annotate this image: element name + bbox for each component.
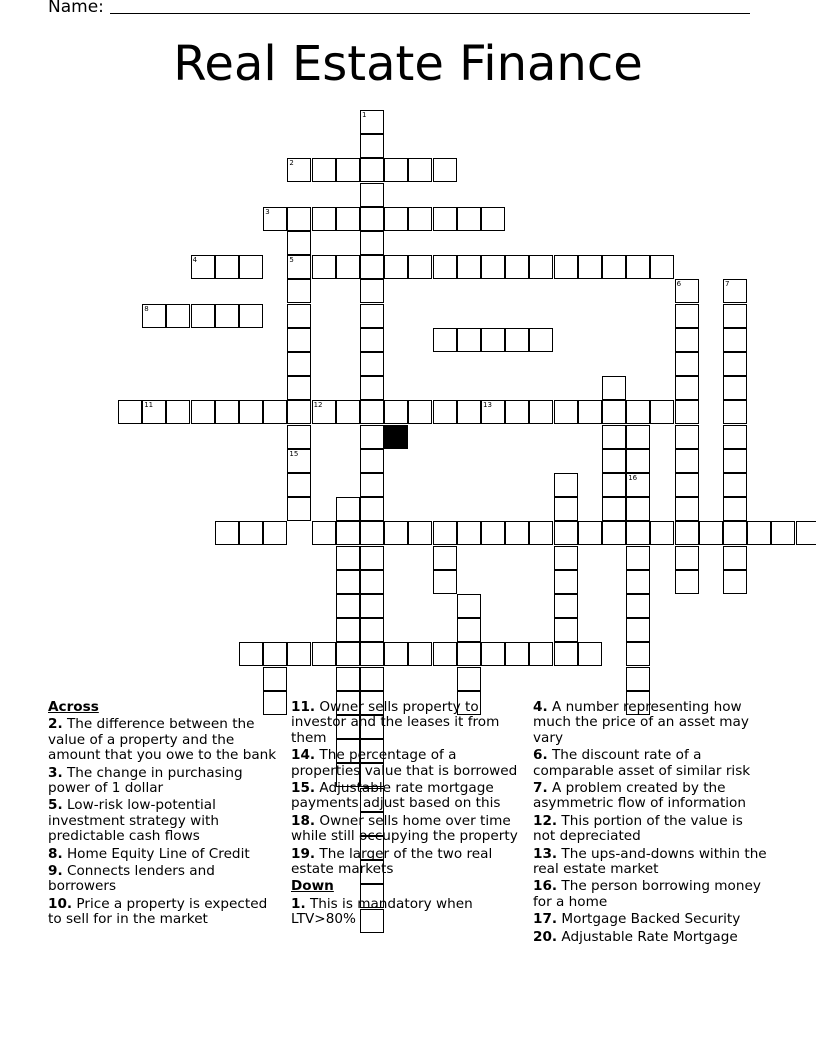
grid-cell[interactable] (602, 497, 626, 521)
grid-cell[interactable] (336, 618, 360, 642)
clue-text: Low-risk low-potential investment strategy with predictable cash flows (48, 797, 219, 845)
grid-cell[interactable] (118, 400, 142, 424)
grid-cell[interactable] (554, 255, 578, 279)
grid-cell[interactable] (602, 473, 626, 497)
grid-cell[interactable] (360, 279, 384, 303)
clue-text: The larger of the two real estate markets (291, 845, 493, 878)
grid-cell[interactable] (626, 667, 650, 691)
clue-number-label: 7. (533, 780, 548, 797)
grid-cell[interactable] (554, 521, 578, 545)
clue-item (533, 930, 768, 945)
grid-cell[interactable] (287, 328, 311, 352)
clue-item (533, 912, 768, 927)
grid-cell[interactable] (287, 400, 311, 424)
grid-cell[interactable] (723, 279, 747, 303)
grid-cell[interactable] (287, 207, 311, 231)
grid-cell[interactable] (723, 570, 747, 594)
grid-cell[interactable] (723, 449, 747, 473)
grid-cell[interactable] (481, 255, 505, 279)
grid-cell[interactable] (602, 521, 626, 545)
grid-cell[interactable] (360, 207, 384, 231)
grid-cell[interactable] (505, 328, 529, 352)
grid-cell[interactable] (554, 400, 578, 424)
grid-cell[interactable] (360, 425, 384, 449)
clue-number-label: 3. (48, 764, 63, 781)
grid-cell[interactable] (723, 400, 747, 424)
clue-text: The person borrowing money for a home (533, 878, 761, 910)
grid-cell[interactable] (602, 449, 626, 473)
grid-cell[interactable] (360, 304, 384, 328)
grid-cell[interactable] (723, 521, 747, 545)
clue-item (533, 748, 768, 779)
grid-cell[interactable] (336, 667, 360, 691)
clue-item (291, 700, 526, 746)
grid-cell[interactable] (239, 521, 263, 545)
grid-cell[interactable] (626, 255, 650, 279)
grid-cell[interactable] (360, 400, 384, 424)
grid-cell[interactable] (336, 546, 360, 570)
grid-cell[interactable] (287, 497, 311, 521)
grid-cell[interactable] (433, 207, 457, 231)
clue-number: 11 (144, 401, 154, 410)
grid-cell[interactable] (675, 449, 699, 473)
grid-cell[interactable] (360, 231, 384, 255)
clue-number: 13 (483, 401, 492, 410)
grid-cell[interactable] (675, 521, 699, 545)
clue-text: Owner sells home over time while still occupying the property (291, 812, 518, 845)
grid-cell[interactable] (723, 473, 747, 497)
grid-cell[interactable] (336, 255, 360, 279)
grid-cell[interactable] (481, 521, 505, 545)
clue-number: 2 (289, 159, 294, 168)
grid-cell[interactable] (505, 521, 529, 545)
grid-cell[interactable] (578, 642, 602, 666)
clue-text: This portion of the value is not depreciated (533, 812, 743, 845)
clue-item (533, 814, 768, 845)
clue-number-label: 17. (533, 911, 558, 928)
grid-cell[interactable] (578, 255, 602, 279)
grid-cell[interactable] (505, 400, 529, 424)
grid-cell[interactable] (481, 400, 505, 424)
clue-text: Adjustable rate mortgage payments adjust based on this (291, 780, 501, 812)
grid-cell[interactable] (312, 158, 336, 182)
grid-cell[interactable] (457, 207, 481, 231)
grid-cell[interactable] (239, 304, 263, 328)
grid-cell[interactable] (675, 497, 699, 521)
grid-cell[interactable] (457, 521, 481, 545)
grid-cell[interactable] (336, 158, 360, 182)
grid-cell[interactable] (529, 642, 553, 666)
grid-cell[interactable] (433, 546, 457, 570)
grid-cell[interactable] (626, 546, 650, 570)
grid-cell[interactable] (747, 521, 771, 545)
clue-item (48, 864, 283, 895)
grid-cell[interactable] (360, 594, 384, 618)
clue-text: Home Equity Line of Credit (62, 845, 250, 862)
grid-cell[interactable] (723, 425, 747, 449)
grid-cell[interactable] (675, 400, 699, 424)
grid-cell[interactable] (675, 352, 699, 376)
clue-number-label: 19. (291, 845, 316, 862)
clue-number: 15 (289, 449, 299, 458)
grid-cell[interactable] (408, 400, 432, 424)
grid-cell[interactable] (263, 667, 287, 691)
grid-cell[interactable] (360, 376, 384, 400)
grid-cell[interactable] (336, 400, 360, 424)
grid-cell[interactable] (626, 473, 650, 497)
grid-cell[interactable] (360, 352, 384, 376)
clue-text: Price a property is expected to sell for in the market (48, 895, 268, 928)
grid-cell[interactable] (529, 400, 553, 424)
clue-number-label: 8. (48, 845, 63, 862)
grid-cell[interactable] (263, 642, 287, 666)
grid-cell[interactable] (239, 400, 263, 424)
grid-cell[interactable] (360, 255, 384, 279)
clue-number-label: 6. (533, 747, 548, 764)
clue-column-2 (291, 700, 526, 930)
grid-cell[interactable] (384, 158, 408, 182)
grid-cell[interactable] (360, 570, 384, 594)
clue-number: 5 (289, 256, 294, 265)
clue-item (291, 847, 526, 878)
grid-cell[interactable] (554, 618, 578, 642)
clue-number: 1 (362, 111, 367, 119)
grid-cell[interactable] (723, 304, 747, 328)
grid-cell[interactable] (384, 642, 408, 666)
grid-cell[interactable] (360, 158, 384, 182)
grid-cell[interactable] (312, 400, 336, 424)
grid-cell[interactable] (457, 255, 481, 279)
clue-item (291, 748, 526, 779)
clue-item (48, 847, 283, 862)
grid-cell[interactable] (554, 570, 578, 594)
grid-cell[interactable] (408, 521, 432, 545)
clue-number: 12 (313, 401, 323, 410)
grid-cell[interactable] (433, 642, 457, 666)
clue-number: 6 (676, 280, 682, 289)
grid-cell[interactable] (360, 497, 384, 521)
grid-cell[interactable] (675, 570, 699, 594)
grid-cell[interactable] (796, 521, 816, 545)
grid-cell[interactable] (433, 400, 457, 424)
clue-text: Adjustable Rate Mortgage (557, 928, 738, 945)
clue-number-label: 13. (533, 845, 558, 862)
grid-cell[interactable] (626, 642, 650, 666)
grid-cell[interactable] (360, 183, 384, 207)
grid-cell[interactable] (554, 642, 578, 666)
grid-cell[interactable] (602, 400, 626, 424)
clue-item (291, 814, 526, 845)
grid-cell[interactable] (408, 642, 432, 666)
clue-number: 8 (144, 304, 149, 313)
grid-cell[interactable] (675, 376, 699, 400)
grid-cell[interactable] (602, 376, 626, 400)
clue-number-label: 2. (48, 716, 63, 733)
grid-cell[interactable] (626, 449, 650, 473)
grid-cell[interactable] (384, 521, 408, 545)
grid-cell[interactable] (626, 570, 650, 594)
grid-cell[interactable] (650, 521, 674, 545)
across-heading: Across (48, 699, 99, 715)
grid-cell[interactable] (287, 279, 311, 303)
clue-item (533, 879, 768, 910)
grid-cell[interactable] (433, 158, 457, 182)
grid-cell[interactable] (287, 158, 311, 182)
grid-cell[interactable] (360, 449, 384, 473)
grid-cell[interactable] (433, 521, 457, 545)
grid-cell[interactable] (312, 207, 336, 231)
clue-number-label: 20. (533, 928, 558, 945)
grid-cell[interactable] (505, 642, 529, 666)
grid-cell[interactable] (360, 667, 384, 691)
grid-cell[interactable] (433, 328, 457, 352)
clue-text: The difference between the value of a property and the amount that you owe to the bank (48, 716, 277, 764)
grid-cell[interactable] (481, 328, 505, 352)
grid-cell[interactable] (723, 352, 747, 376)
grid-cell[interactable] (626, 618, 650, 642)
clue-number-label: 15. (291, 780, 316, 797)
grid-cell[interactable] (723, 376, 747, 400)
clue-text: Mortgage Backed Security (557, 911, 741, 928)
grid-cell[interactable] (723, 546, 747, 570)
grid-cell[interactable] (433, 570, 457, 594)
grid-cell[interactable] (650, 400, 674, 424)
clue-number-label: 10. (48, 895, 73, 912)
grid-cell[interactable] (191, 400, 215, 424)
grid-cell[interactable] (360, 328, 384, 352)
grid-cell[interactable] (287, 425, 311, 449)
grid-cell[interactable] (529, 521, 553, 545)
clue-number-label: 12. (533, 812, 558, 829)
grid-cell[interactable] (481, 207, 505, 231)
clue-number-label: 14. (291, 747, 316, 764)
clue-item (533, 847, 768, 878)
grid-cell[interactable] (336, 521, 360, 545)
clue-text: The discount rate of a comparable asset of similar risk (533, 747, 751, 779)
grid-cell[interactable] (287, 642, 311, 666)
clue-text: A problem created by the asymmetric flow of information (533, 780, 746, 812)
clue-column-1 (48, 700, 283, 930)
grid-cell[interactable] (554, 594, 578, 618)
grid-cell[interactable] (578, 400, 602, 424)
grid-cell[interactable] (360, 110, 384, 134)
grid-cell[interactable] (481, 642, 505, 666)
blocked-cell (384, 425, 408, 449)
grid-cell[interactable] (626, 497, 650, 521)
grid-cell[interactable] (384, 207, 408, 231)
grid-cell[interactable] (578, 521, 602, 545)
grid-cell[interactable] (263, 521, 287, 545)
clue-item (291, 781, 526, 812)
grid-cell[interactable] (675, 279, 699, 303)
grid-cell[interactable] (626, 521, 650, 545)
grid-cell[interactable] (142, 400, 166, 424)
clue-text: A number representing how much the price of an asset may vary (533, 699, 749, 746)
grid-cell[interactable] (360, 473, 384, 497)
grid-cell[interactable] (287, 376, 311, 400)
clue-text: The ups-and-downs within the real estate market (533, 845, 767, 878)
grid-cell[interactable] (602, 255, 626, 279)
grid-cell[interactable] (166, 400, 190, 424)
grid-cell[interactable] (360, 642, 384, 666)
grid-cell[interactable] (215, 521, 239, 545)
grid-cell[interactable] (336, 642, 360, 666)
clue-item (48, 717, 283, 763)
grid-cell[interactable] (675, 473, 699, 497)
clue-number: 7 (725, 280, 730, 289)
grid-cell[interactable] (215, 255, 239, 279)
grid-cell[interactable] (287, 352, 311, 376)
clue-number-label: 16. (533, 878, 558, 895)
grid-cell[interactable] (675, 546, 699, 570)
clue-text: The change in purchasing power of 1 dollar (48, 764, 243, 797)
grid-cell[interactable] (287, 304, 311, 328)
clue-item (48, 798, 283, 844)
grid-cell[interactable] (263, 207, 287, 231)
clue-item (533, 700, 768, 746)
grid-cell[interactable] (239, 642, 263, 666)
grid-cell[interactable] (554, 473, 578, 497)
page-title: Real Estate Finance (173, 36, 643, 92)
clue-number-label: 18. (291, 812, 316, 829)
grid-cell[interactable] (626, 425, 650, 449)
grid-cell[interactable] (360, 134, 384, 158)
grid-cell[interactable] (457, 642, 481, 666)
clue-number-label: 5. (48, 797, 63, 814)
grid-cell[interactable] (408, 207, 432, 231)
grid-cell[interactable] (336, 207, 360, 231)
name-label: Name: (48, 0, 104, 17)
clue-number-label: 9. (48, 863, 63, 880)
grid-cell[interactable] (675, 304, 699, 328)
grid-cell[interactable] (384, 400, 408, 424)
grid-cell[interactable] (457, 594, 481, 618)
grid-cell[interactable] (723, 328, 747, 352)
grid-cell[interactable] (336, 497, 360, 521)
clue-number: 4 (192, 256, 198, 265)
grid-cell[interactable] (650, 255, 674, 279)
grid-cell[interactable] (675, 328, 699, 352)
clue-item (291, 897, 526, 928)
grid-cell[interactable] (433, 255, 457, 279)
clue-text: Owner sells property to investor and the leases it from them (291, 699, 500, 746)
clue-number-label: 1. (291, 895, 306, 912)
grid-cell[interactable] (312, 521, 336, 545)
grid-cell[interactable] (505, 255, 529, 279)
grid-cell[interactable] (215, 304, 239, 328)
grid-cell[interactable] (312, 255, 336, 279)
grid-cell[interactable] (215, 400, 239, 424)
clue-item (48, 766, 283, 797)
grid-cell[interactable] (191, 304, 215, 328)
grid-cell[interactable] (287, 473, 311, 497)
clue-number-label: 11. (291, 699, 316, 715)
grid-cell[interactable] (457, 400, 481, 424)
grid-cell[interactable] (457, 667, 481, 691)
clue-text: Connects lenders and borrowers (48, 863, 215, 895)
down-heading: Down (291, 878, 334, 895)
grid-cell[interactable] (360, 618, 384, 642)
grid-cell[interactable] (384, 255, 408, 279)
grid-cell[interactable] (554, 546, 578, 570)
grid-cell[interactable] (287, 449, 311, 473)
clue-text: The percentage of a properties value that is borrowed (291, 747, 518, 779)
grid-cell[interactable] (408, 158, 432, 182)
grid-cell[interactable] (360, 521, 384, 545)
grid-cell[interactable] (142, 304, 166, 328)
grid-cell[interactable] (166, 304, 190, 328)
grid-cell[interactable] (457, 328, 481, 352)
grid-cell[interactable] (336, 594, 360, 618)
grid-cell[interactable] (287, 255, 311, 279)
grid-cell[interactable] (529, 328, 553, 352)
grid-cell[interactable] (602, 425, 626, 449)
grid-cell[interactable] (287, 231, 311, 255)
grid-cell[interactable] (529, 255, 553, 279)
clue-item (533, 781, 768, 812)
grid-cell[interactable] (626, 400, 650, 424)
clue-item (48, 897, 283, 928)
clue-number-label: 4. (533, 699, 548, 715)
grid-cell[interactable] (554, 497, 578, 521)
clue-number: 16 (628, 474, 638, 482)
grid-cell[interactable] (239, 255, 263, 279)
grid-cell[interactable] (675, 425, 699, 449)
grid-cell[interactable] (699, 521, 723, 545)
grid-cell[interactable] (191, 255, 215, 279)
grid-cell[interactable] (360, 546, 384, 570)
clue-column-3 (533, 700, 768, 947)
grid-cell[interactable] (723, 497, 747, 521)
grid-cell[interactable] (457, 618, 481, 642)
grid-cell[interactable] (336, 570, 360, 594)
grid-cell[interactable] (312, 642, 336, 666)
grid-cell[interactable] (626, 594, 650, 618)
grid-cell[interactable] (263, 400, 287, 424)
grid-cell[interactable] (771, 521, 795, 545)
clue-text: This is mandatory when LTV>80% (291, 895, 473, 928)
clue-number: 3 (265, 207, 270, 216)
grid-cell[interactable] (408, 255, 432, 279)
